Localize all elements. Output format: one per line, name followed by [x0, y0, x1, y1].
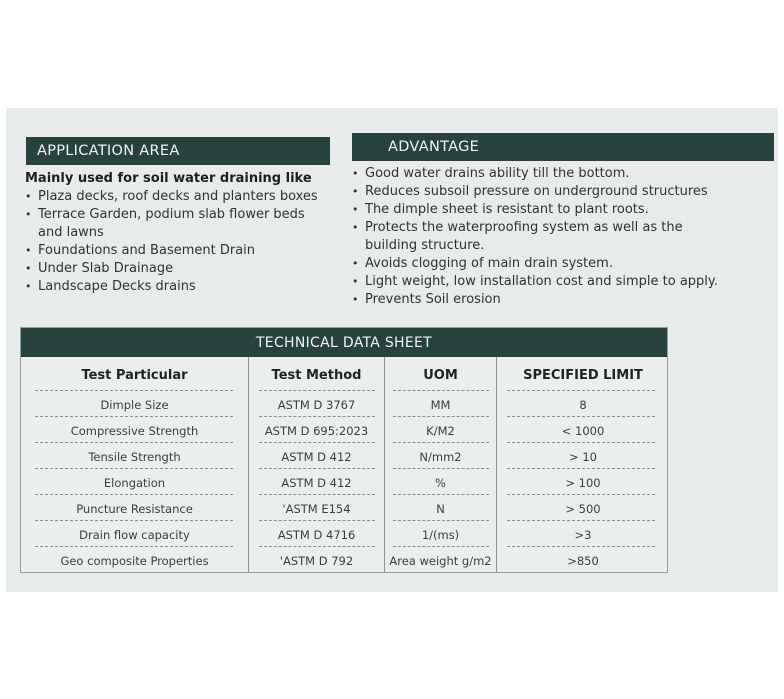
- table-cell-method: 'ASTM D 792: [279, 554, 354, 568]
- row-divider: [35, 416, 233, 417]
- table-cell-particular: Geo composite Properties: [60, 554, 209, 568]
- advantage-item: • Light weight, low installation cost and simple to apply.: [352, 273, 732, 291]
- header-cell-particular: Test Particular: [81, 368, 188, 383]
- table-cell-uom: 1/(ms): [421, 528, 460, 542]
- application-intro: Mainly used for soil water draining like: [25, 171, 312, 186]
- table-cell-limit: > 500: [565, 502, 601, 516]
- application-item: • Terrace Garden, podium slab flower beds and lawns: [25, 206, 325, 242]
- row-divider: [259, 468, 375, 469]
- table-cell-limit: > 10: [569, 450, 597, 464]
- application-item: • Landscape Decks drains: [25, 278, 325, 296]
- row-divider: [35, 468, 233, 469]
- table-cell-limit: >3: [574, 528, 592, 542]
- table-cell-limit: 8: [579, 398, 587, 412]
- table-cell-method: ASTM D 695:2023: [264, 424, 369, 438]
- row-divider: [507, 442, 655, 443]
- advantage-list: [352, 165, 732, 309]
- row-divider: [507, 468, 655, 469]
- table-cell-particular: Drain flow capacity: [79, 528, 190, 542]
- row-divider: [393, 494, 489, 495]
- advantage-item: • Good water drains ability till the bottom.: [352, 165, 732, 183]
- table-cell-uom: MM: [430, 398, 451, 412]
- advantage-item: • Reduces subsoil pressure on underground structures: [352, 183, 732, 201]
- table-cell-method: 'ASTM E154: [282, 502, 351, 516]
- header-cell-limit: SPECIFIED LIMIT: [523, 368, 643, 383]
- row-divider: [259, 520, 375, 521]
- row-divider: [507, 390, 655, 391]
- row-divider: [393, 468, 489, 469]
- advantage-item: • Avoids clogging of main drain system.: [352, 255, 732, 273]
- application-area-header: APPLICATION AREA: [26, 137, 330, 165]
- row-divider: [507, 494, 655, 495]
- table-cell-method: ASTM D 4716: [277, 528, 356, 542]
- row-divider: [393, 416, 489, 417]
- row-divider: [393, 390, 489, 391]
- table-cell-limit: > 100: [565, 476, 601, 490]
- table-cell-limit: < 1000: [561, 424, 605, 438]
- table-title: TECHNICAL DATA SHEET: [21, 328, 667, 357]
- row-divider: [393, 546, 489, 547]
- table-cell-uom: K/M2: [426, 424, 455, 438]
- row-divider: [259, 494, 375, 495]
- advantage-header: ADVANTAGE: [352, 133, 774, 161]
- table-cell-particular: Compressive Strength: [70, 424, 199, 438]
- table-cell-method: ASTM D 412: [281, 476, 352, 490]
- row-divider: [35, 520, 233, 521]
- row-divider: [35, 546, 233, 547]
- application-area-list: [25, 170, 325, 296]
- header-cell-method: Test Method: [271, 368, 362, 383]
- row-divider: [259, 416, 375, 417]
- table-cell-particular: Tensile Strength: [88, 450, 181, 464]
- advantage-item: • The dimple sheet is resistant to plant roots.: [352, 201, 732, 219]
- table-cell-particular: Dimple Size: [100, 398, 169, 412]
- advantage-item: • Prevents Soil erosion: [352, 291, 732, 309]
- table-cell-limit: >850: [567, 554, 599, 568]
- row-divider: [393, 520, 489, 521]
- application-item: • Foundations and Basement Drain: [25, 242, 325, 260]
- application-item: • Under Slab Drainage: [25, 260, 325, 278]
- table-cell-particular: Elongation: [103, 476, 166, 490]
- table-cell-particular: Puncture Resistance: [76, 502, 193, 516]
- table-cell-method: ASTM D 412: [281, 450, 352, 464]
- row-divider: [259, 442, 375, 443]
- technical-data-table: [20, 327, 668, 573]
- table-cell-uom: %: [435, 476, 446, 490]
- row-divider: [507, 520, 655, 521]
- row-divider: [35, 442, 233, 443]
- row-divider: [35, 390, 233, 391]
- table-cell-uom: N/mm2: [419, 450, 462, 464]
- row-divider: [393, 442, 489, 443]
- row-divider: [35, 494, 233, 495]
- table-cell-uom: N: [436, 502, 445, 516]
- row-divider: [259, 546, 375, 547]
- header-cell-uom: UOM: [423, 368, 458, 383]
- table-cell-uom: Area weight g/m2: [389, 554, 492, 568]
- row-divider: [507, 416, 655, 417]
- application-item: • Plaza decks, roof decks and planters boxes: [25, 188, 325, 206]
- row-divider: [507, 546, 655, 547]
- advantage-item: • Protects the waterproofing system as well as the building structure.: [352, 219, 732, 255]
- row-divider: [259, 390, 375, 391]
- table-cell-method: ASTM D 3767: [277, 398, 356, 412]
